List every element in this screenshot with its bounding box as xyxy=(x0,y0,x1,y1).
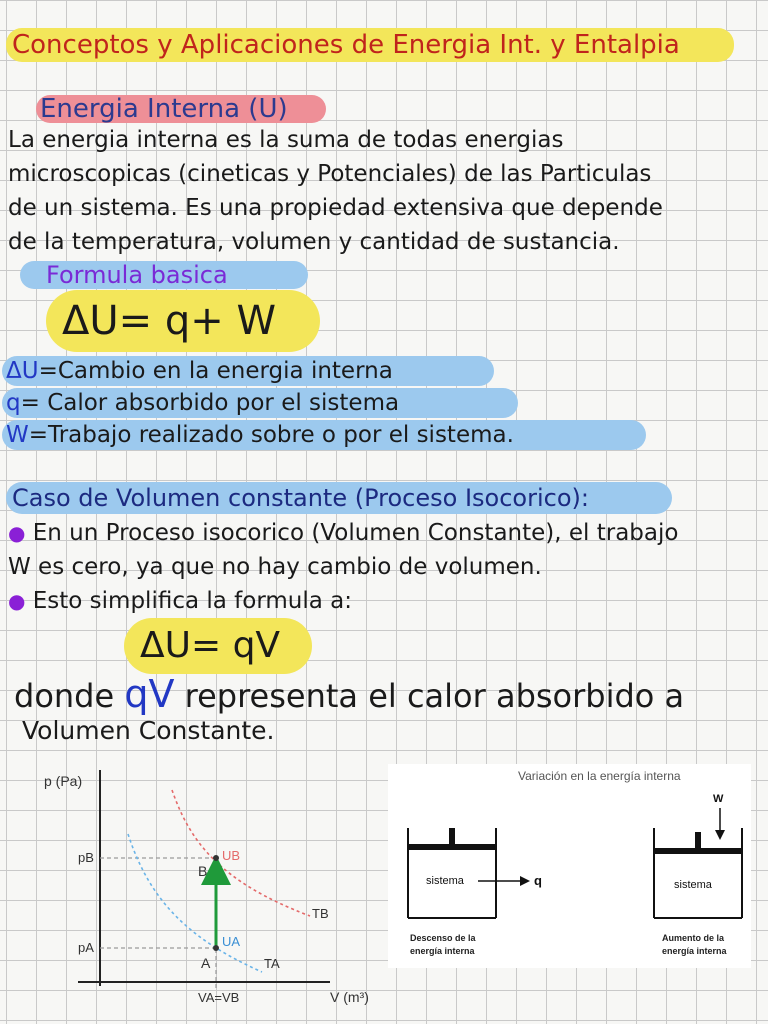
section-heading-internal-energy: Energia Interna (U) xyxy=(36,95,326,123)
left-piston xyxy=(408,844,496,850)
left-system-label: sistema xyxy=(426,875,464,887)
bullet-dot-icon: ● xyxy=(8,589,26,613)
left-caption-2: energía interna xyxy=(410,946,475,956)
bullet-text: En un Proceso isocorico (Volumen Constante), el trabajo xyxy=(32,520,679,546)
explanation-line xyxy=(14,672,684,718)
bullet-continuation: W es cero, ya que no hay cambio de volumen. xyxy=(8,554,542,580)
definition-symbol: ΔU xyxy=(6,358,39,384)
pv-diagram xyxy=(0,762,386,1024)
left-cylinder xyxy=(408,828,496,918)
bullet-line xyxy=(8,584,352,618)
definition-text: =Trabajo realizado sobre o por el sistema. xyxy=(28,422,514,448)
right-piston xyxy=(654,848,742,854)
definition-symbol: q xyxy=(6,390,21,416)
point-b-marker xyxy=(213,855,219,861)
point-a-marker xyxy=(213,945,219,951)
bullet-dot-icon: ● xyxy=(8,521,26,545)
point-a-label: A xyxy=(201,955,211,971)
tb-label: TB xyxy=(312,906,329,921)
isotherm-tb xyxy=(172,790,310,916)
explanation-line-2: Volumen Constante. xyxy=(22,716,275,745)
formula-label: Formula basica xyxy=(20,261,308,289)
right-caption-1: Aumento de la xyxy=(662,933,725,943)
isotherm-ta xyxy=(128,834,262,972)
definition-q xyxy=(2,388,518,418)
definition-delta-u xyxy=(2,356,494,386)
paragraph-line: de la temperatura, volumen y cantidad de sustancia. xyxy=(8,229,620,255)
pa-label: pA xyxy=(78,940,94,955)
definition-text: =Cambio en la energia interna xyxy=(38,358,393,384)
paragraph-line: microscopicas (cineticas y Potenciales) de las Particulas xyxy=(8,161,652,187)
point-b-label: B xyxy=(198,863,208,879)
basic-formula: ΔU= q+ W xyxy=(46,290,320,352)
x-axis-label: V (m³) xyxy=(330,989,369,1005)
ta-label: TA xyxy=(264,956,280,971)
isochoric-formula: ΔU= qV xyxy=(124,618,312,674)
right-piston-rod xyxy=(695,832,701,848)
heat-label: q xyxy=(534,873,542,888)
right-cylinder xyxy=(654,828,742,918)
bullet-text: Esto simplifica la formula a: xyxy=(32,588,353,614)
y-axis-label: p (Pa) xyxy=(44,773,83,789)
explanation-rest: representa el calor absorbido a xyxy=(184,677,685,715)
ua-label: UA xyxy=(222,934,241,949)
explanation-symbol: qV xyxy=(124,672,175,716)
explanation-prefix: donde xyxy=(14,677,115,715)
work-in-arrowhead xyxy=(715,830,725,840)
right-system-label: sistema xyxy=(674,879,712,891)
left-caption-1: Descenso de la xyxy=(410,933,476,943)
heat-out-arrowhead xyxy=(520,876,530,886)
paragraph-line: de un sistema. Es una propiedad extensiva que depende xyxy=(8,195,663,221)
energy-change-panel xyxy=(388,764,751,968)
work-label: W xyxy=(713,793,724,805)
page-title: Conceptos y Aplicaciones de Energia Int. y Entalpia xyxy=(6,28,734,62)
v-equal-label: VA=VB xyxy=(198,990,240,1005)
right-caption-2: energía interna xyxy=(662,946,727,956)
definition-w xyxy=(2,420,646,450)
definition-text: = Calor absorbido por el sistema xyxy=(20,390,400,416)
left-piston-rod xyxy=(449,828,455,844)
bullet-line xyxy=(8,516,678,550)
pb-label: pB xyxy=(78,850,94,865)
section-heading-constant-volume: Caso de Volumen constante (Proceso Isocorico): xyxy=(6,482,672,514)
paragraph-line: La energia interna es la suma de todas energias xyxy=(8,127,564,153)
ub-label: UB xyxy=(222,848,241,863)
panel-title: Variación en la energía interna xyxy=(518,769,681,783)
definition-symbol: W xyxy=(6,422,29,448)
